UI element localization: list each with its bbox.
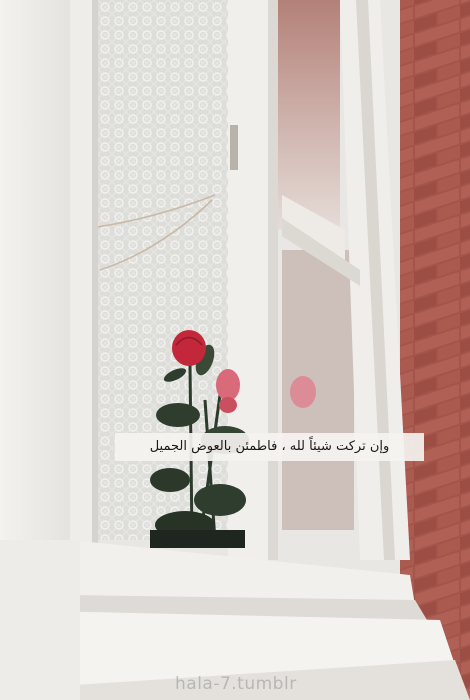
watermark: hala-7.tumblr <box>175 674 297 694</box>
pink-rose <box>216 369 240 401</box>
window-glass-upper <box>278 0 340 230</box>
rose-bud <box>172 330 206 366</box>
planter <box>150 530 245 548</box>
window-latch <box>230 125 238 170</box>
quote-caption: وإن تركت شيئاً لله ، فاطمئن بالعوض الجميل <box>115 433 424 461</box>
